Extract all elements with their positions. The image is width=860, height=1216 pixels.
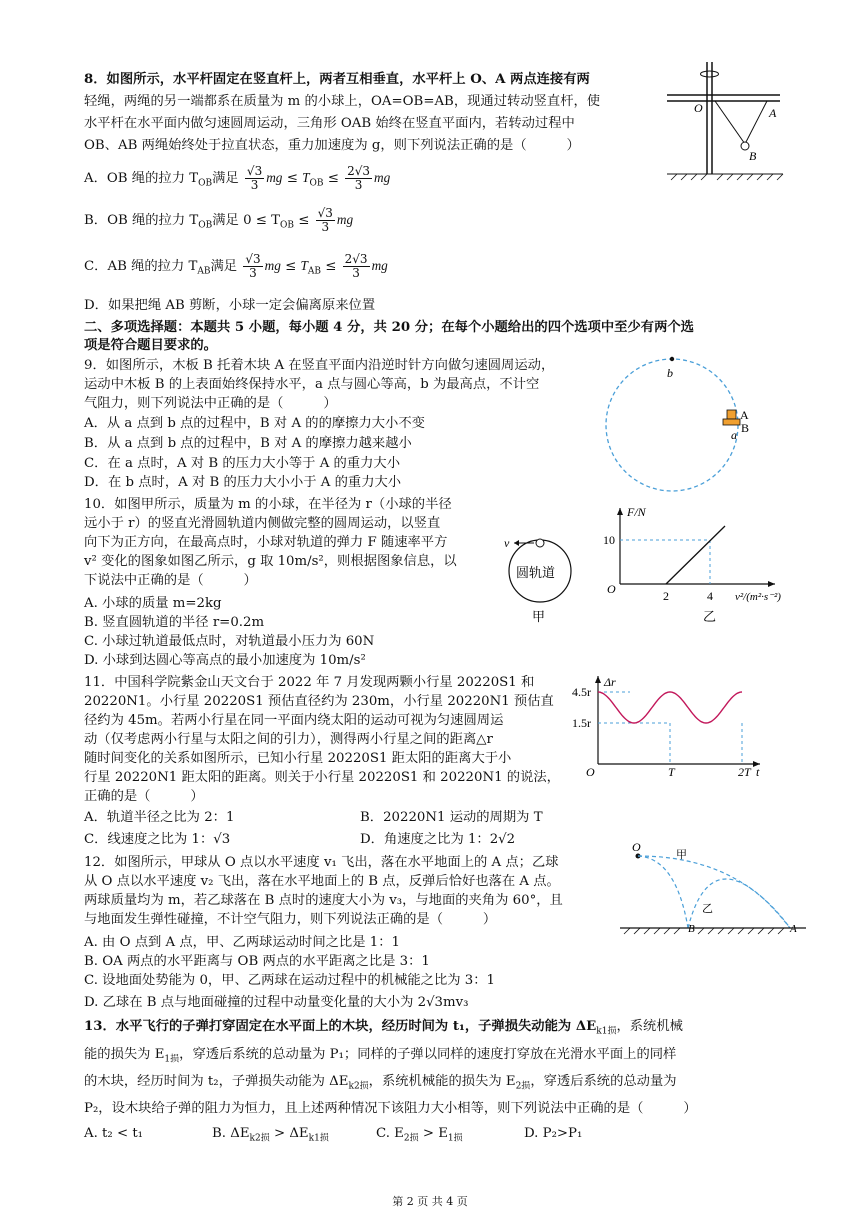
section-2-heading-cont: 项是符合题目要求的。 <box>84 338 217 353</box>
q11-line-1: 11．中国科学院紫金山天文台于 2022 年 7 月发现两颗小行星 20220S1 和 <box>84 675 535 690</box>
q13-line-4: P₂，设木块给子弹的阻力为恒力，且上述两种情况下该阻力大小相等，则下列说法中正确的是（ ） <box>84 1101 697 1116</box>
q10-option-a: A. 小球的质量 m=2kg <box>84 596 222 611</box>
q9-line-3: 气阻力，则下列说法中正确的是（ ） <box>84 396 337 411</box>
q10-caption-jia: 甲 <box>532 610 546 625</box>
q12-label-b: B <box>688 923 695 935</box>
q8-line-3: 水平杆在水平面内做匀速圆周运动，三角形 OAB 始终在竖直平面内，若转动过程中 <box>84 116 575 131</box>
q12-option-b: B. OA 两点的水平距离与 OB 两点的水平距离之比是 3：1 <box>84 954 430 969</box>
q10-option-d: D. 小球到达圆心等高点的最小加速度为 10m/s² <box>84 653 366 668</box>
q10-track-figure-jia <box>500 535 580 627</box>
q10-graph-x4: 4 <box>707 589 713 603</box>
q12-label-o: O <box>632 840 641 854</box>
q10-force-graph <box>595 500 805 625</box>
q8-rotating-rod-figure <box>665 62 785 184</box>
q10-line-3: 向下为正方向，在最高点时，小球对轨道的弹力 F 随速率平方 <box>84 535 448 550</box>
q11-distance-graph <box>570 672 770 780</box>
q12-option-d: D. 乙球在 B 点与地面碰撞的过程中动量变化量的大小为 2√3mv₃ <box>84 995 469 1010</box>
q8-option-a: A．OB 绳的拉力 $T_{OB}$满足 $\frac{√3}{3}$ mg ≤ $T_{OB}$ ≤ $\frac{2√3}{3}$ mg <box>84 164 391 192</box>
q11-graph-curve <box>598 692 742 723</box>
q10-line-2: 远小于 r）的竖直光滑圆轨道内侧做完整的圆周运动，以竖直 <box>84 516 441 531</box>
q12-line-2: 从 O 点以水平速度 v₂ 飞出，落在水平地面上的 B 点，反弹后恰好也落在 A 点。 <box>84 874 560 889</box>
q10-line-5: 下说法中正确的是（ ） <box>84 573 257 588</box>
page-footer: 第 2 页 共 4 页 <box>392 1195 468 1208</box>
q10-graph-y10: 10 <box>603 533 615 547</box>
q10-graph-xlabel: v²/(m²·s⁻²) <box>735 591 781 603</box>
q8-line-4: OB、AB 两绳始终处于拉直状态，重力加速度为 g，则下列说法正确的是（ ） <box>84 138 580 153</box>
q10-line-4: v² 变化的图象如图乙所示，g 取 10m/s²，则根据图象信息，以 <box>84 554 457 569</box>
q9-label-b-point: b <box>667 366 673 380</box>
q11-graph-t2: 2T <box>738 765 751 779</box>
q11-line-2: 20220N1。小行星 20220S1 预估直径约为 230m，小行星 20220N1 预估直 <box>84 694 554 709</box>
q9-label-block-a: A <box>740 408 749 422</box>
q10-option-b: B. 竖直圆轨道的半径 r=0.2m <box>84 615 265 630</box>
q8-label-o: O <box>694 101 703 115</box>
q12-option-a: A. 由 O 点到 A 点，甲、乙两球运动时间之比是 1：1 <box>84 935 400 950</box>
q12-option-c: C. 设地面处势能为 0，甲、乙两球在运动过程中的机械能之比为 3：1 <box>84 973 496 988</box>
q13-option-b: B. $\Delta E_{k2损} > \Delta E_{k1损}$ <box>212 1126 329 1144</box>
q10-graph-x2: 2 <box>663 589 669 603</box>
q12-projectile-figure <box>618 840 808 948</box>
q12-line-4: 与地面发生弹性碰撞，不计空气阻力，则下列说法正确的是（ ） <box>84 912 497 927</box>
q11-graph-y15: 1.5r <box>572 716 591 730</box>
q10-option-c: C. 小球过轨道最低点时，对轨道最小压力为 60N <box>84 634 375 649</box>
q10-label-v: v <box>504 536 510 550</box>
q11-line-7: 正确的是（ ） <box>84 789 204 804</box>
q8-option-d: D．如果把绳 AB 剪断，小球一定会偏离原来位置 <box>84 298 376 313</box>
q9-label-board-b: B <box>741 421 750 435</box>
q11-option-b: B．20220N1 运动的周期为 T <box>360 810 543 825</box>
q10-caption-yi: 乙 <box>703 610 717 625</box>
q13-option-a: A. t₂ < t₁ <box>84 1126 143 1141</box>
q12-label-yi: 乙 <box>702 902 713 915</box>
q9-option-d: D．在 b 点时，A 对 B 的压力大小小于 A 的重力大小 <box>84 475 402 490</box>
q11-option-c: C．线速度之比为 1：√3 <box>84 832 231 847</box>
q9-option-b: B．从 a 点到 b 点的过程中，B 对 A 的摩擦力越来越小 <box>84 436 412 451</box>
q9-option-a: A．从 a 点到 b 点的过程中，B 对 A 的的摩擦力大小不变 <box>84 416 425 431</box>
q11-line-5: 随时间变化的关系如图所示，已知小行星 20220S1 距太阳的距离大于小 <box>84 751 512 766</box>
q11-option-a: A．轨道半径之比为 2：1 <box>84 810 235 825</box>
q9-line-2: 运动中木板 B 的上表面始终保持水平，a 点与圆心等高，b 为最高点，不计空 <box>84 377 540 392</box>
q13-option-c: C. $E_{2损} > E_{1损}$ <box>376 1126 463 1144</box>
q8-label-a: A <box>769 106 777 120</box>
q9-circular-motion-figure <box>595 355 765 495</box>
q13-option-d: D. P₂>P₁ <box>524 1126 583 1141</box>
q10-label-track: 圆轨道 <box>516 566 556 581</box>
q13-line-3: 的木块，经历时间为 t₂，子弹损失动能为 $\Delta E_{k2损}$，系统机械能的损失为 $E_{2损}$，穿透后系统的总动量为 <box>84 1074 677 1092</box>
q10-line-1: 10．如图甲所示，质量为 m 的小球，在半径为 r（小球的半径 <box>84 497 452 512</box>
q11-graph-ylabel: Δr <box>604 675 616 689</box>
q8-option-b: B．OB 绳的拉力 $T_{OB}$满足 $0 \le T_{OB}$ ≤ $\frac{√3}{3}$ mg <box>84 206 354 234</box>
q11-graph-y45: 4.5r <box>572 685 591 699</box>
q8-line-1: 8．如图所示，水平杆固定在竖直杆上，两者互相垂直，水平杆上 O、A 两点连接有两 <box>84 72 590 87</box>
q12-label-a: A <box>790 923 797 935</box>
q11-line-4: 动（仅考虑两小行星与太阳之间的引力），测得两小行星之间的距离△r <box>84 732 493 747</box>
q11-option-d: D．角速度之比为 1：2√2 <box>360 832 516 847</box>
q8-label-b: B <box>749 149 757 163</box>
q11-line-6: 行星 20220N1 距太阳的距离。则关于小行星 20220S1 和 20220N1 的说法， <box>84 770 560 785</box>
q10-graph-ylabel: F/N <box>627 505 646 519</box>
q11-graph-xlabel: t <box>756 765 760 779</box>
q12-label-jia: 甲 <box>676 848 687 861</box>
q13-line-2: 能的损失为 $E_{1损}$，穿透后系统的总动量为 P₁；同样的子弹以同样的速度打穿放在光滑水平面上的同样 <box>84 1047 677 1065</box>
q11-line-3: 径约为 45m。若两小行星在同一平面内绕太阳的运动可视为匀速圆周运 <box>84 713 504 728</box>
q9-label-a-point: a <box>731 428 737 442</box>
q10-graph-line <box>666 526 725 584</box>
q11-graph-origin: O <box>586 765 595 779</box>
section-2-heading: 二、多项选择题：本题共 5 小题，每小题 4 分，共 20 分；在每个小题给出的四个选项中至少有两个选 <box>84 320 694 335</box>
q11-graph-t1: T <box>668 765 675 779</box>
q12-line-3: 两球质量均为 m，若乙球落在 B 点时的速度大小为 v₃，与地面的夹角为 60°，且 <box>84 893 563 908</box>
q8-line-2: 轻绳，两绳的另一端都系在质量为 m 的小球上，OA=OB=AB，现通过转动竖直杆，使 <box>84 94 601 109</box>
q9-option-c: C．在 a 点时，A 对 B 的压力大小等于 A 的重力大小 <box>84 456 401 471</box>
q8-option-c: C．AB 绳的拉力 $T_{AB}$满足 $\frac{√3}{3}$ mg ≤ $T_{AB}$ ≤ $\frac{2√3}{3}$ mg <box>84 252 388 280</box>
q13-line-1: 13．水平飞行的子弹打穿固定在水平面上的木块，经历时间为 t₁，子弹损失动能为 $\Delta E_{k1损}$，系统机械 <box>84 1019 683 1037</box>
q9-line-1: 9．如图所示，木板 B 托着木块 A 在竖直平面内沿逆时针方向做匀速圆周运动， <box>84 358 555 373</box>
q10-graph-origin: O <box>607 582 616 596</box>
q12-line-1: 12．如图所示，甲球从 O 点以水平速度 v₁ 飞出，落在水平地面上的 A 点；乙球 <box>84 855 559 870</box>
